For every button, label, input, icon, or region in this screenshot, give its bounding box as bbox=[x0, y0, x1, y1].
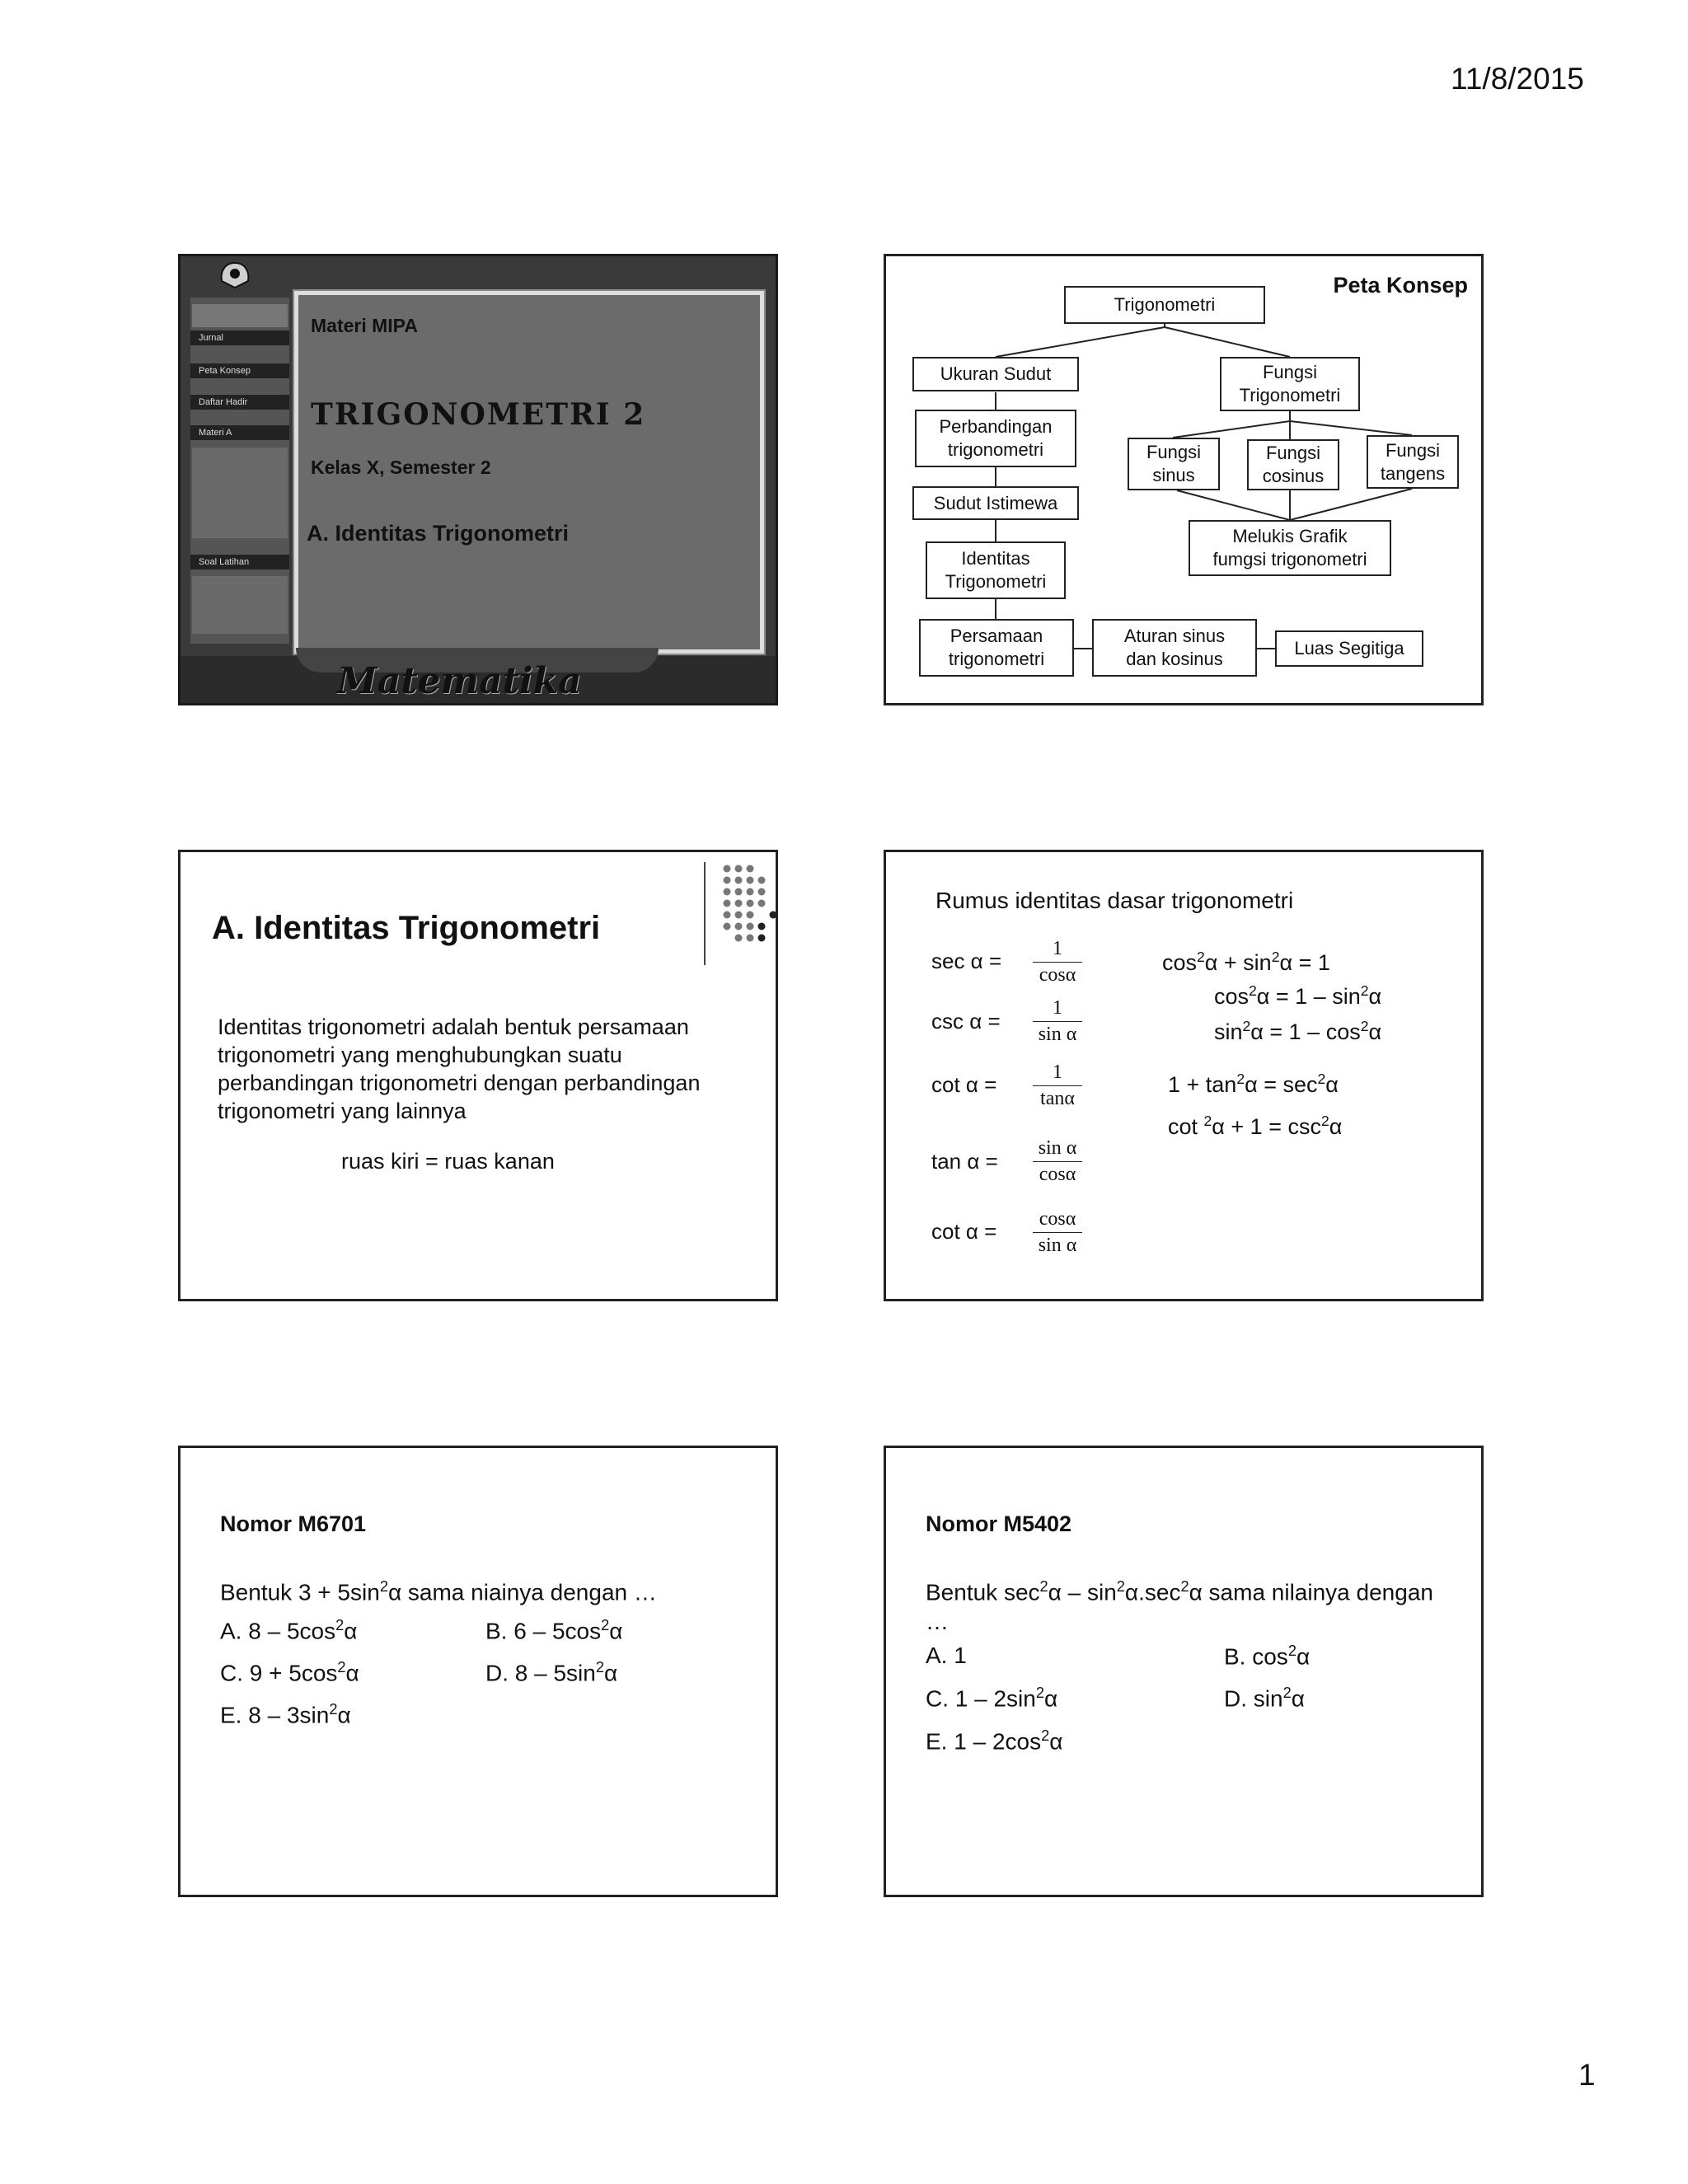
concept-fungsi-cosinus: Fungsi cosinus bbox=[1247, 439, 1339, 490]
identity-pythagoras: $\cos^2\alpha + \sin^2\alpha = 1$ bbox=[1162, 949, 1330, 975]
concept-perbandingan: Perbandingan trigonometri bbox=[915, 410, 1076, 467]
def-tan-fraction: $\frac{\text{sin α}}{\cos\alpha}$ bbox=[1033, 1137, 1082, 1186]
question-number: Nomor M6701 bbox=[220, 1511, 367, 1536]
nav-peta-konsep[interactable]: Peta Konsep bbox=[190, 363, 289, 378]
matematika-logo: Matematika bbox=[337, 660, 582, 702]
concept-ukuran-sudut: Ukuran Sudut bbox=[912, 357, 1079, 391]
nav-jurnal[interactable]: Jurnal bbox=[190, 330, 289, 345]
option-d[interactable]: D. $\sin^2\alpha$ bbox=[1224, 1685, 1305, 1712]
divider bbox=[704, 862, 706, 965]
def-cot2-fraction: $\frac{\cos\alpha}{\text{sin α}}$ bbox=[1033, 1208, 1082, 1257]
emblem-icon bbox=[213, 260, 256, 291]
nav-materi-a[interactable]: Materi A bbox=[190, 425, 289, 440]
page-date: 11/8/2015 bbox=[1451, 62, 1584, 96]
slide-rumus-identitas bbox=[884, 850, 1484, 1301]
slide-main-title: TRIGONOMETRI 2 bbox=[311, 397, 646, 432]
identity-cot-csc: $\cot ^2\alpha + 1 = \csc^2\alpha$ bbox=[1168, 1113, 1343, 1139]
option-e[interactable]: E. $1 - 2\cos^2\alpha$ bbox=[926, 1727, 1063, 1755]
option-a[interactable]: A. 1 bbox=[926, 1643, 967, 1668]
ruas-statement: ruas kiri = ruas kanan bbox=[341, 1149, 555, 1174]
option-d[interactable]: D. $8 - 5\sin^2\alpha$ bbox=[485, 1659, 618, 1686]
sidebar-stripe bbox=[192, 448, 288, 538]
concept-luas-segitiga: Luas Segitiga bbox=[1275, 630, 1423, 667]
concept-aturan: Aturan sinus dan kosinus bbox=[1092, 619, 1257, 677]
nav-soal-latihan[interactable]: Soal Latihan bbox=[190, 555, 289, 569]
concept-fungsi-tangens: Fungsi tangens bbox=[1367, 435, 1459, 489]
concept-identitas: Identitas Trigonometri bbox=[926, 541, 1066, 599]
concept-sudut-istimewa: Sudut Istimewa bbox=[912, 486, 1079, 520]
rumus-heading: Rumus identitas dasar trigonometri bbox=[935, 888, 1294, 913]
option-e[interactable]: E. $8 - 3\sin^2\alpha$ bbox=[220, 1701, 351, 1728]
concept-trigonometri: Trigonometri bbox=[1064, 286, 1265, 324]
nav-daftar-hadir[interactable]: Daftar Hadir bbox=[190, 395, 289, 410]
concept-fungsi-sinus: Fungsi sinus bbox=[1128, 438, 1220, 490]
section-label: A. Identitas Trigonometri bbox=[307, 521, 570, 546]
concept-fungsi-trigonometri: Fungsi Trigonometri bbox=[1220, 357, 1360, 411]
option-a[interactable]: A. $8 - 5\cos^2\alpha$ bbox=[220, 1617, 358, 1644]
def-tan-label: tan α = bbox=[931, 1149, 998, 1174]
page-number: 1 bbox=[1578, 2058, 1596, 2092]
decorative-dots-icon bbox=[720, 862, 786, 961]
content-panel bbox=[294, 291, 764, 654]
identity-tan-sec: $1 + \tan^2\alpha = \sec^2\alpha$ bbox=[1168, 1071, 1339, 1097]
option-b[interactable]: B. $6 - 5\cos^2\alpha$ bbox=[485, 1617, 623, 1644]
def-sec-fraction: $\frac{1}{\cos\alpha}$ bbox=[1033, 938, 1082, 987]
class-label: Kelas X, Semester 2 bbox=[311, 457, 491, 478]
sidebar-stripe bbox=[192, 576, 288, 634]
question-text: Bentuk $3 + 5\sin^2\alpha$ sama niainya dengan … bbox=[220, 1578, 657, 1605]
slide-identitas-intro bbox=[178, 850, 778, 1301]
def-cot-label: cot α = bbox=[931, 1072, 997, 1097]
def-cot2-label: cot α = bbox=[931, 1219, 997, 1244]
question-number: Nomor M5402 bbox=[926, 1511, 1072, 1536]
option-b[interactable]: B. $\cos^2\alpha$ bbox=[1224, 1643, 1311, 1670]
identity-sin2: $\sin^2\alpha = 1 - \cos^2\alpha$ bbox=[1214, 1018, 1382, 1044]
def-sec-label: sec α = bbox=[931, 949, 1002, 973]
sidebar-stripe bbox=[192, 304, 288, 327]
identitas-definition: Identitas trigonometri adalah bentuk persamaan trigonometri yang menghubungkan suatu perbandingan trigonometri dengan perbandingan trigonometri yang lainnya bbox=[218, 1015, 701, 1123]
concept-melukis-grafik: Melukis Grafik fumgsi trigonometri bbox=[1189, 520, 1391, 576]
option-c[interactable]: C. $1 - 2\sin^2\alpha$ bbox=[926, 1685, 1058, 1712]
def-cot-fraction: $\frac{1}{\tan\alpha}$ bbox=[1033, 1062, 1082, 1110]
concept-map-title: Peta Konsep bbox=[1333, 273, 1468, 298]
option-c[interactable]: C. $9 + 5\cos^2\alpha$ bbox=[220, 1659, 359, 1686]
slide3-title: A. Identitas Trigonometri bbox=[212, 910, 601, 946]
identity-cos2: $\cos^2\alpha = 1 - \sin^2\alpha$ bbox=[1214, 982, 1382, 1009]
def-csc-fraction: $\frac{1}{\text{sin α}}$ bbox=[1033, 997, 1082, 1046]
slide-title bbox=[178, 254, 778, 705]
question-text: Bentuk $\sec^2\alpha - \sin^2\alpha.\sec^2\alpha$ sama nilainya dengan … bbox=[926, 1578, 1433, 1635]
slide-concept-map bbox=[884, 254, 1484, 705]
concept-persamaan: Persamaan trigonometri bbox=[919, 619, 1074, 677]
slide-soal-2 bbox=[884, 1446, 1484, 1897]
slide-soal-1 bbox=[178, 1446, 778, 1897]
def-csc-label: csc α = bbox=[931, 1009, 1001, 1033]
subject-label: Materi MIPA bbox=[311, 315, 418, 336]
